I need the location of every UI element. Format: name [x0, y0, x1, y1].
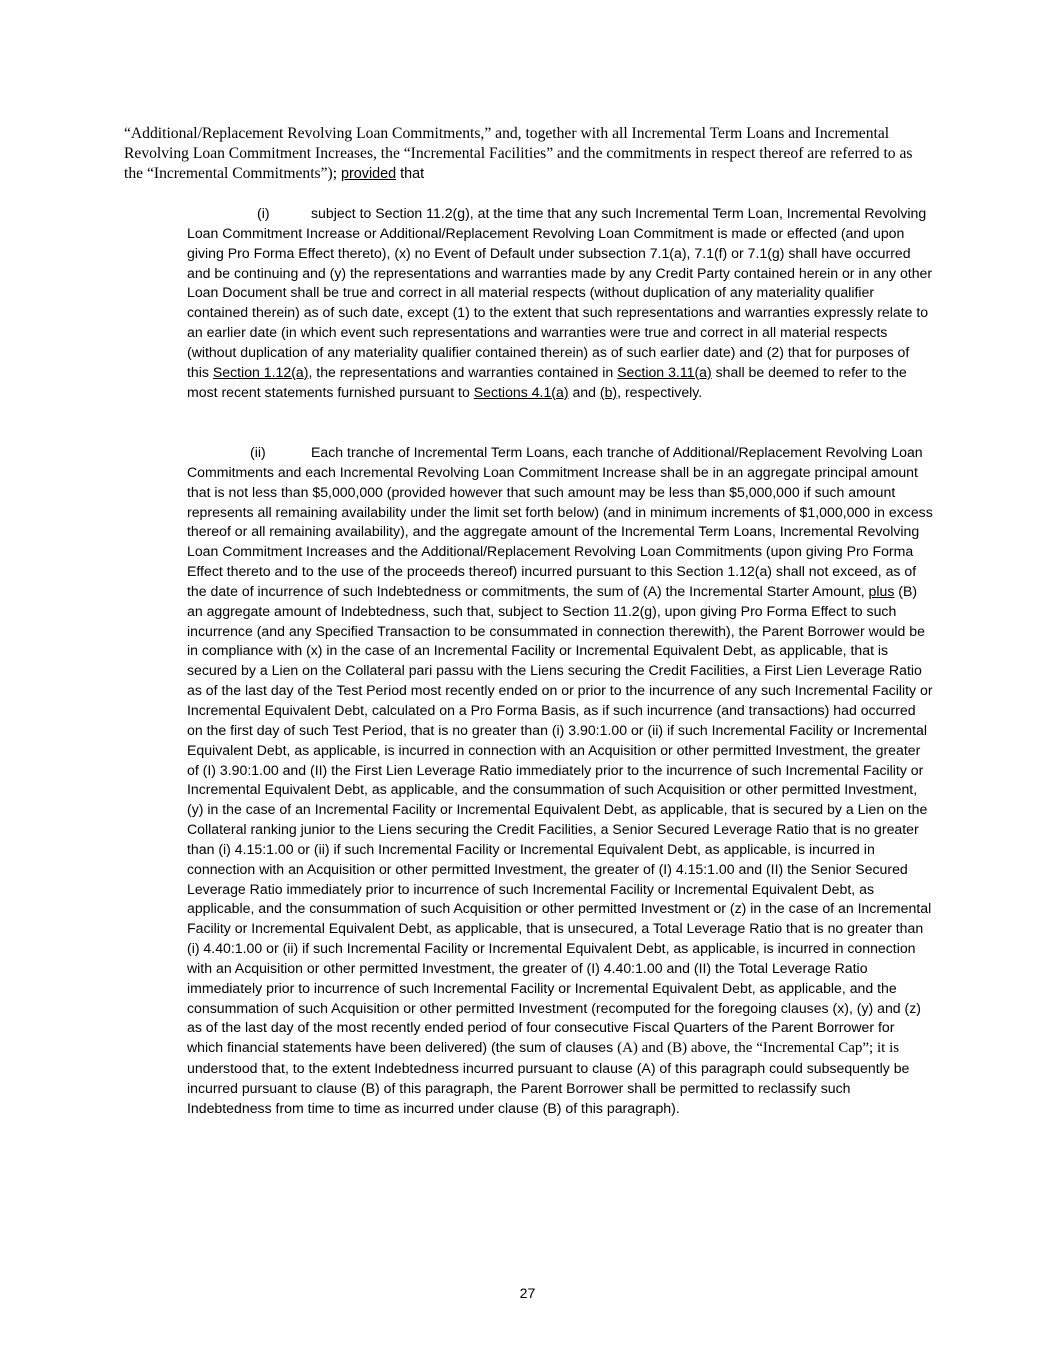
section-b-reference: (b),	[599, 383, 622, 400]
intro-that: that	[396, 166, 425, 182]
plus-term: plus	[868, 582, 895, 599]
page-number: 27	[519, 1285, 536, 1301]
clause-ii-text-a: Each tranche of Incremental Term Loans, each tranche of Additional/Replacement Revolving Loan Commitments and each Incremental Revolving Loan Commitment Increase shall be in an aggregate principal amount that is not less than $5,000,000 (provided however that such amount may be less than $5,000,000 if such amount represents all remaining availability under the limit set forth below) (and in minimum increments of $1,000,000 in excess thereof or all remaining availability), and the aggregate amount of the Incremental Term Loans, Incremental Revolving Loan Commitment Increases and the Additional/Replacement Revolving Loan Commitments (upon giving Pro Forma Effect thereto and to the use of the proceeds thereof) incurred pursuant to this Section 1.12(a) shall not exceed, as of the date of incurrence of such Indebtedness or commitments, the sum of (A) the Incremental Starter Amount,	[187, 444, 933, 599]
clause-i-text-a: subject to Section 11.2(g), at the time that any such Incremental Term Loan, Incremental Revolving Loan Commitment Increase or Additional/Replacement Revolving Loan Commitment is made or effected (and upon giving Pro Forma Effect thereto), (x) no Event of Default under subsection 7.1(a), 7.1(f) or 7.1(g) shall have occurred and be continuing and (y) the representations and warranties made by any Credit Party contained herein or in any other Loan Document shall be true and correct in all material respects (without duplication of any materiality qualifier contained therein) as of such date, except (1) to the extent that such representations and warranties expressly relate to an earlier date (in which event such representations and warranties were true and correct in all material respects (without duplication of any materiality qualifier contained therein) as of such earlier date) and (2) that for purposes of this	[187, 205, 933, 380]
intro-text: “Additional/Replacement Revolving Loan Commitments,” and, together with all Incremental Term Loans and Incremental Revolving Loan Commitment Increases, the “Incremental Facilities” and the commitments in respect thereof are referred to as the “Incremental Commitments”);	[124, 125, 913, 182]
section-1-12a-reference: Section 1.12(a)	[212, 363, 309, 380]
clause-i-text-c: shall be deemed to refer to the most recent statements furnished pursuant to	[187, 363, 907, 400]
clause-ii-incremental-cap: (A) and (B) above, the “Incremental Cap”; it is	[617, 1040, 900, 1057]
provided-term: provided	[340, 166, 397, 182]
clause-ii-number: (ii)	[250, 444, 266, 460]
clause-i-text-e: respectively.	[621, 383, 703, 400]
clause-i-text-d: and	[568, 383, 600, 400]
clause-ii-text-b: (B) an aggregate amount of Indebtedness, such that, subject to Section 11.2(g), upon giving Pro Forma Effect to such incurrence (and any Specified Transaction to be consummated in connection therewith), the Parent Borrower would be in compliance with (x) in the case of an Incremental Facility or Incremental Equivalent Debt, as applicable, that is secured by a Lien on the Collateral pari passu with the Liens securing the Credit Facilities, a First Lien Leverage Ratio as of the last day of the Test Period most recently ended on or prior to the incurrence of any such Incremental Facility or Incremental Equivalent Debt, calculated on a Pro Forma Basis, as if such incurrence (and transactions) had occurred on the first day of such Test Period, that is no greater than (i) 3.90:1.00 or (ii) if such Incremental Facility or Incremental Equivalent Debt, as applicable, is incurred in connection with an Acquisition or other permitted Investment, the greater of (I) 3.90:1.00 and (II) the First Lien Leverage Ratio immediately prior to the incurrence of such Incremental Facility or Incremental Equivalent Debt, as applicable, and the consummation of such Acquisition or other permitted Investment, (y) in the case of an Incremental Facility or Incremental Equivalent Debt, as applicable, that is secured by a Lien on the Collateral ranking junior to the Liens securing the Credit Facilities, a Senior Secured Leverage Ratio that is no greater than (i) 4.15:1.00 or (ii) if such Incremental Facility or Incremental Equivalent Debt, as applicable, is incurred in connection with an Acquisition or other permitted Investment, the greater of (I) 4.15:1.00 and (II) the Senior Secured Leverage Ratio immediately prior to incurrence of such Incremental Facility or Incremental Equivalent Debt, as applicable, and the consummation of such Acquisition or other permitted Investment or (z) in the case of an Incremental Facility or Incremental Equivalent Debt, as applicable, that is unsecured, a Total Leverage Ratio that is no greater than (i) 4.40:1.00 or (ii) if such Incremental Facility or Incremental Equivalent Debt, as applicable, is incurred in connection with an Acquisition or other permitted Investment, the greater of (I) 4.40:1.00 and (II) the Total Leverage Ratio immediately prior to incurrence of such Incremental Facility or Incremental Equivalent Debt, as applicable, and the consummation of such Acquisition or other permitted Investment (recomputed for the foregoing clauses (x), (y) and (z) as of the last day of the most recently ended period of four consecutive Fiscal Quarters of the Parent Borrower for which financial statements have been delivered) (the sum of clauses	[187, 582, 933, 1056]
clause-i-text-b: , the representations and warranties contained in	[308, 363, 618, 380]
clause-i	[187, 204, 933, 402]
intro-paragraph	[124, 124, 924, 184]
section-3-11a-reference: Section 3.11(a)	[617, 363, 712, 380]
clause-ii	[187, 443, 933, 1119]
clause-ii-text-c: understood that, to the extent Indebtedness incurred pursuant to clause (A) of this paragraph could subsequently be incurred pursuant to clause (B) of this paragraph, the Parent Borrower shall be permitted to reclassify such Indebtedness from time to time as incurred under clause (B) of this paragraph).	[187, 1060, 910, 1116]
sections-4-1a-reference: Sections 4.1(a)	[473, 383, 569, 400]
clause-i-number: (i)	[257, 205, 270, 221]
